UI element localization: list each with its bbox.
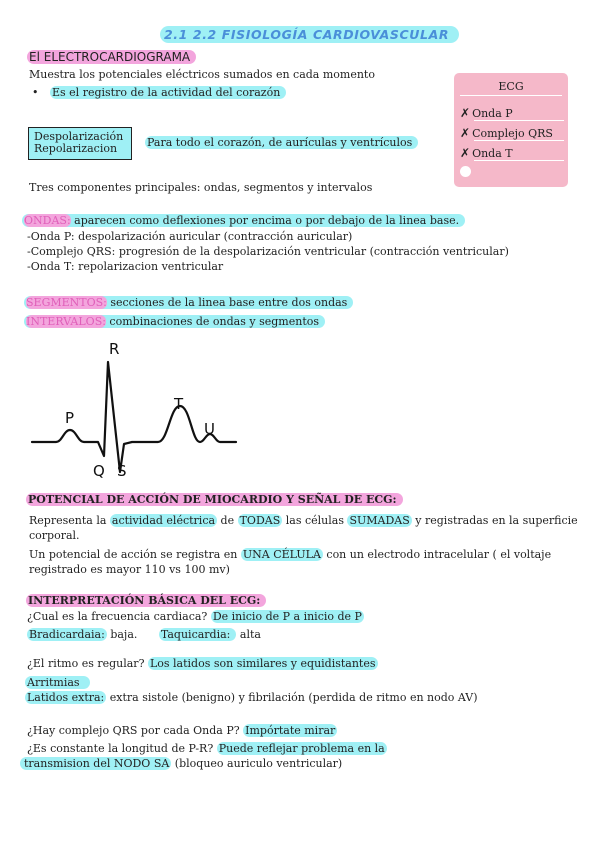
ecg-heading — [27, 50, 196, 64]
highlight-q2-answer: Los latidos son similares y equidistantes — [149, 657, 376, 670]
text-run: ¿Es constante la longitud de P-R? — [27, 742, 217, 755]
highlight-q3-answer: Impórtate mirar — [245, 724, 336, 737]
ecg-waveform-diagram — [28, 334, 243, 484]
page-title: 2.1 2.2 FISIOLOGÍA CARDIOVASCULAR — [160, 26, 459, 43]
box-note-text: Para todo el corazón, de aurículas y ventrículos — [145, 136, 418, 149]
ecg-label-u: U — [204, 420, 215, 438]
ecg-summary-item-qrs — [460, 126, 553, 140]
highlight-latidos-extra: Latidos extra: — [27, 691, 105, 704]
interp-q3 — [27, 724, 337, 737]
ecg-label-p: P — [65, 409, 75, 427]
box-line-1: Despolarización — [34, 130, 124, 143]
ecg-label-q: Q — [93, 462, 105, 480]
interp-q4-line2 — [20, 757, 342, 770]
ecg-summary-item-label: Onda P — [472, 107, 513, 120]
intro-line: Muestra los potenciales eléctricos sumados en cada momento — [29, 68, 375, 81]
ecg-summary-item-label: Onda T — [472, 147, 513, 160]
text-run: (bloqueo auriculo ventricular) — [171, 757, 343, 770]
highlight-q1-answer: De inicio de P a inicio de P — [212, 610, 362, 623]
intervalos-line — [24, 315, 325, 328]
ecg-label-t: T — [174, 395, 184, 413]
ecg-summary-title: ECG — [498, 80, 524, 93]
bullet-dot: • — [32, 86, 39, 99]
potencial-p2-line2: registrado es mayor 110 vs 100 mv) — [29, 563, 230, 576]
cross-mark-icon: ✗ — [460, 126, 471, 140]
segmentos-highlight — [24, 296, 353, 309]
interp-q4 — [27, 742, 387, 755]
ondas-text: aparecen como deflexiones por encima o por debajo de la linea base. — [70, 214, 460, 227]
highlight-q4-answer: Puede reflejar problema en la — [218, 742, 385, 755]
ondas-highlight — [22, 214, 465, 227]
segmentos-label: SEGMENTOS: — [26, 296, 107, 309]
potencial-heading-text: POTENCIAL DE ACCIÓN DE MIOCARDIO Y SEÑAL DE ECG: — [26, 493, 403, 506]
segmentos-line — [24, 296, 353, 309]
highlight-taquicardia: Taquicardia: — [159, 628, 237, 641]
highlight-sumadas: SUMADAS — [349, 514, 410, 527]
cross-mark-icon: ✗ — [460, 106, 471, 120]
ecg-label-r: R — [109, 340, 120, 358]
interp-arritmias — [25, 676, 90, 689]
potencial-p1 — [29, 514, 578, 527]
ecg-summary-rule — [474, 160, 564, 161]
box-note — [145, 136, 418, 149]
interp-heading — [26, 594, 266, 607]
text-run: y registradas en la superficie — [411, 514, 578, 527]
highlight-bradicardia: Bradicardaia: — [29, 628, 105, 641]
text-run: ¿Cual es la frecuencia cardiaca? — [27, 610, 211, 623]
ecg-summary-item-p — [460, 106, 513, 120]
potencial-heading — [26, 493, 403, 506]
interp-heading-text: INTERPRETACIÓN BÁSICA DEL ECG: — [26, 594, 266, 607]
text-run: ¿Hay complejo QRS por cada Onda P? — [27, 724, 244, 737]
ecg-label-s: S — [117, 462, 127, 480]
interp-q1 — [27, 610, 364, 623]
highlight-todas: TODAS — [239, 514, 281, 527]
bullet-text: Es el registro de la actividad del corazón — [50, 86, 286, 99]
intervalos-highlight — [24, 315, 325, 328]
potencial-p2 — [29, 548, 551, 561]
text-run: alta — [236, 628, 261, 641]
ondas-line-p: -Onda P: despolarización auricular (contracción auricular) — [27, 230, 353, 243]
text-run: de — [217, 514, 238, 527]
bullet-item — [32, 86, 286, 99]
ecg-heading-text: El ELECTROCARDIOGRAMA — [27, 50, 196, 64]
highlight-actividad: actividad eléctrica — [111, 514, 216, 527]
depolarization-box — [28, 127, 132, 160]
ondas-line-qrs: -Complejo QRS: progresión de la despolarización ventricular (contracción ventricular) — [27, 245, 509, 258]
interp-extra — [25, 691, 478, 704]
interp-brady-taqui — [27, 628, 261, 641]
text-run: Representa la — [29, 514, 110, 527]
box-line-2: Repolarizacion — [34, 142, 118, 155]
text-run: con un electrodo intracelular ( el voltaje — [322, 548, 552, 561]
components-line: Tres componentes principales: ondas, segmentos y intervalos — [29, 181, 373, 194]
ecg-summary-item-t — [460, 146, 513, 160]
segmentos-text: secciones de la linea base entre dos ondas — [106, 296, 348, 309]
ondas-line — [22, 214, 465, 227]
text-run: Un potencial de acción se registra en — [29, 548, 241, 561]
ondas-line-t: -Onda T: repolarizacion ventricular — [27, 260, 224, 273]
ecg-summary-rule — [474, 140, 564, 141]
ecg-summary-divider — [460, 95, 562, 96]
ondas-label: ONDAS: — [24, 214, 71, 227]
circle-icon — [460, 166, 471, 177]
highlight-nodo-sa: transmision del NODO SA — [20, 757, 171, 770]
ecg-summary-rule — [474, 120, 564, 121]
text-run: las células — [282, 514, 348, 527]
cross-mark-icon: ✗ — [460, 146, 471, 160]
ecg-summary-box — [454, 73, 568, 187]
potencial-p1-line2: corporal. — [29, 529, 80, 542]
ecg-trace — [32, 362, 236, 472]
highlight-una-celula: UNA CÉLULA — [242, 548, 321, 561]
text-run: baja. — [106, 628, 138, 641]
interp-q2 — [27, 657, 378, 670]
highlight-arritmias: Arritmias — [25, 676, 90, 689]
intervalos-label: INTERVALOS: — [26, 315, 106, 328]
text-run: ¿El ritmo es regular? — [27, 657, 148, 670]
ecg-summary-item-label: Complejo QRS — [472, 127, 553, 140]
intervalos-text: combinaciones de ondas y segmentos — [105, 315, 320, 328]
text-run: extra sistole (benigno) y fibrilación (perdida de ritmo en nodo AV) — [106, 691, 478, 704]
